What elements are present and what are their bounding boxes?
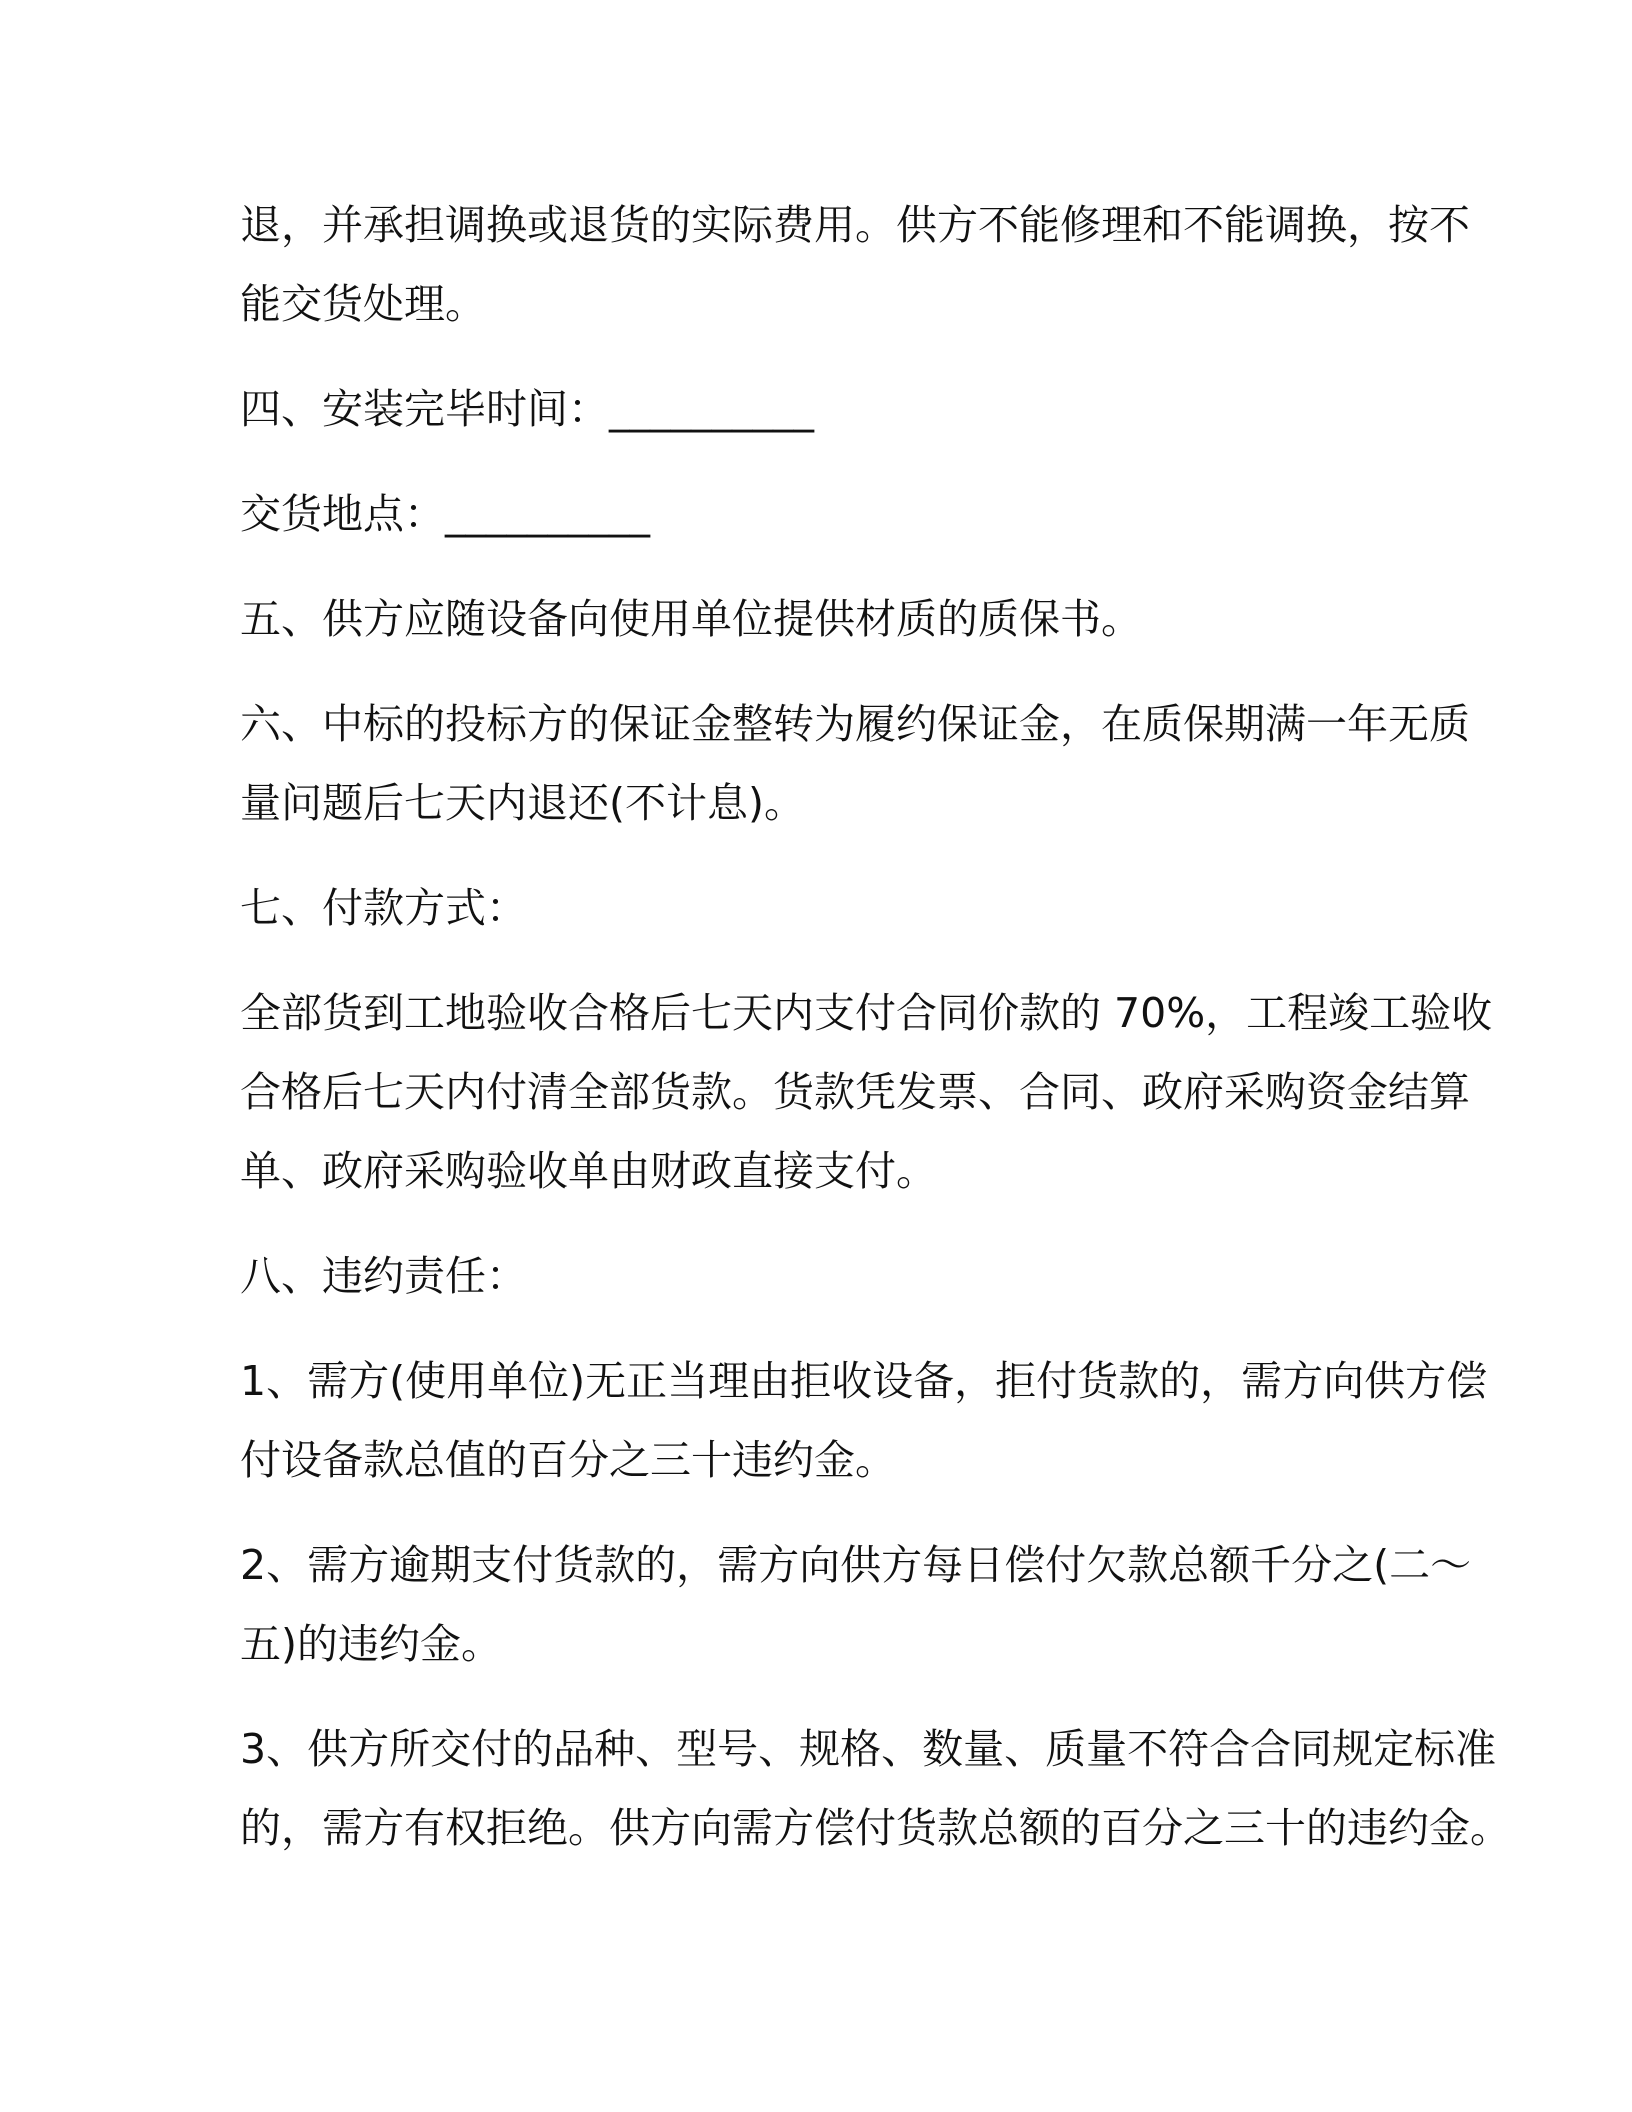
text-line: 全部货到工地验收合格后七天内支付合同价款的 70%，工程竣工验收 bbox=[240, 989, 1493, 1037]
text-line: 四、安装完毕时间：__________ bbox=[240, 385, 814, 433]
paragraph-quality-certificate bbox=[240, 580, 1390, 659]
section-heading-liability bbox=[240, 1237, 1390, 1316]
text-line: 退，并承担调换或退货的实际费用。供方不能修理和不能调换，按不 bbox=[240, 201, 1470, 249]
text-line: 3、供方所交付的品种、型号、规格、数量、质量不符合合同规定标准 bbox=[240, 1725, 1497, 1773]
text-line: 交货地点：__________ bbox=[240, 490, 650, 538]
text-line: 八、违约责任： bbox=[240, 1252, 527, 1300]
text-line: 五)的违约金。 bbox=[240, 1620, 502, 1668]
section-heading-payment bbox=[240, 869, 1390, 948]
clause-2 bbox=[240, 1526, 1472, 1684]
clause-1 bbox=[240, 1342, 1488, 1500]
paragraph-return-cost bbox=[240, 186, 1470, 344]
paragraph-payment-terms bbox=[240, 974, 1493, 1211]
text-line: 付设备款总值的百分之三十违约金。 bbox=[240, 1436, 896, 1484]
text-line: 能交货处理。 bbox=[240, 280, 486, 328]
text-line: 单、政府采购验收单由财政直接支付。 bbox=[240, 1147, 937, 1195]
text-line: 1、需方(使用单位)无正当理由拒收设备，拒付货款的，需方向供方偿 bbox=[240, 1357, 1488, 1405]
text-line: 合格后七天内付清全部货款。货款凭发票、合同、政府采购资金结算 bbox=[240, 1068, 1470, 1116]
paragraph-delivery-location bbox=[240, 475, 1390, 554]
paragraph-performance-bond bbox=[240, 685, 1470, 843]
text-line: 六、中标的投标方的保证金整转为履约保证金，在质保期满一年无质 bbox=[240, 700, 1470, 748]
text-line: 七、付款方式： bbox=[240, 884, 527, 932]
clause-3 bbox=[240, 1710, 1511, 1868]
document-body bbox=[240, 186, 1511, 1894]
text-line: 2、需方逾期支付货款的，需方向供方每日偿付欠款总额千分之(二～ bbox=[240, 1541, 1472, 1589]
paragraph-install-time bbox=[240, 370, 1390, 449]
text-line: 的，需方有权拒绝。供方向需方偿付货款总额的百分之三十的违约金。 bbox=[240, 1804, 1511, 1852]
text-line: 五、供方应随设备向使用单位提供材质的质保书。 bbox=[240, 595, 1142, 643]
text-line: 量问题后七天内退还(不计息)。 bbox=[240, 779, 805, 827]
